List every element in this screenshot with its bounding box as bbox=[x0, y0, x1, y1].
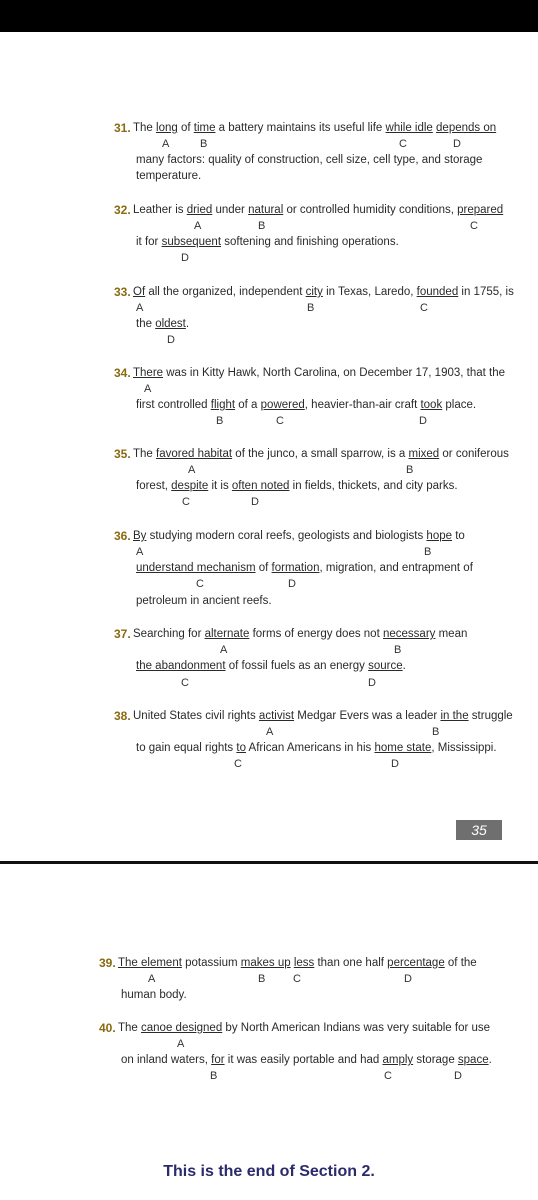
question-number: 31. bbox=[114, 121, 131, 135]
text-segment: on inland waters, bbox=[121, 1054, 212, 1066]
answer-letter-a[interactable]: A bbox=[177, 1038, 185, 1050]
underlined-option: subsequent bbox=[161, 236, 222, 248]
question-line bbox=[121, 988, 187, 1003]
answer-letter-b[interactable]: B bbox=[307, 302, 315, 314]
text-segment: in fields, thickets, and city parks. bbox=[289, 480, 458, 492]
text-segment: many factors: quality of construction, cell size, cell type, and storage bbox=[136, 154, 483, 166]
text-segment: of the bbox=[444, 957, 477, 969]
answer-letter-b[interactable]: B bbox=[258, 220, 266, 232]
text-segment: the bbox=[136, 318, 156, 330]
text-segment: Medgar Evers was a leader bbox=[294, 710, 441, 722]
answer-letter-a[interactable]: A bbox=[188, 464, 196, 476]
text-segment: in Texas, Laredo, bbox=[322, 286, 417, 298]
text-segment: was in Kitty Hawk, North Carolina, on December 17, 1903, that the bbox=[163, 367, 506, 379]
answer-letter-c[interactable]: C bbox=[234, 758, 242, 770]
text-segment: of the junco, a small sparrow, is a bbox=[232, 448, 409, 460]
answer-letter-d[interactable]: D bbox=[453, 138, 461, 150]
answer-letter-c[interactable]: C bbox=[276, 415, 284, 427]
answer-letter-b[interactable]: B bbox=[200, 138, 208, 150]
answer-letter-a[interactable]: A bbox=[266, 726, 274, 738]
question-number: 37. bbox=[114, 627, 131, 641]
underlined-option: to bbox=[236, 742, 246, 754]
text-segment: , heavier-than-air craft bbox=[304, 399, 421, 411]
answer-letter-a[interactable]: A bbox=[144, 383, 152, 395]
answer-letter-a[interactable]: A bbox=[162, 138, 170, 150]
underlined-option: The element bbox=[118, 957, 182, 969]
question-number: 39. bbox=[99, 956, 116, 970]
text-segment: studying modern coral reefs, geologists and biologists bbox=[146, 530, 427, 542]
underlined-option: despite bbox=[171, 480, 209, 492]
text-segment: mean bbox=[435, 628, 468, 640]
underlined-option: source bbox=[368, 660, 403, 672]
answer-letter-b[interactable]: B bbox=[258, 973, 266, 985]
text-segment: . bbox=[488, 1054, 492, 1066]
text-segment: or coniferous bbox=[439, 448, 509, 460]
text-segment: potassium bbox=[181, 957, 241, 969]
underlined-option: makes up bbox=[240, 957, 291, 969]
question-line bbox=[118, 1021, 490, 1036]
answer-letter-c[interactable]: C bbox=[470, 220, 478, 232]
text-segment: a battery maintains its useful life bbox=[215, 122, 386, 134]
underlined-option: while idle bbox=[385, 122, 433, 134]
answer-letter-c[interactable]: C bbox=[181, 677, 189, 689]
answer-letter-c[interactable]: C bbox=[293, 973, 301, 985]
section-end-note: This is the end of Section 2. bbox=[163, 1163, 375, 1180]
answer-letter-c[interactable]: C bbox=[399, 138, 407, 150]
text-segment: petroleum in ancient reefs. bbox=[136, 595, 272, 607]
text-segment: it for bbox=[136, 236, 162, 248]
underlined-option: in the bbox=[440, 710, 469, 722]
text-segment: by North American Indians was very suitable for use bbox=[222, 1022, 491, 1034]
question-line bbox=[136, 741, 497, 756]
underlined-option: took bbox=[420, 399, 443, 411]
answer-letter-b[interactable]: B bbox=[432, 726, 440, 738]
answer-letter-a[interactable]: A bbox=[148, 973, 156, 985]
text-segment: , Mississippi. bbox=[431, 742, 497, 754]
answer-letter-b[interactable]: B bbox=[424, 546, 432, 558]
underlined-option: less bbox=[293, 957, 315, 969]
text-segment: in 1755, is bbox=[458, 286, 514, 298]
text-segment: United States civil rights bbox=[133, 710, 259, 722]
question-line bbox=[133, 366, 505, 381]
text-segment: storage bbox=[413, 1054, 458, 1066]
underlined-option: natural bbox=[248, 204, 284, 216]
answer-letter-d[interactable]: D bbox=[181, 252, 189, 264]
text-segment: human body. bbox=[121, 989, 187, 1001]
underlined-option: necessary bbox=[382, 628, 436, 640]
text-segment: . bbox=[402, 660, 406, 672]
text-segment: The bbox=[118, 1022, 142, 1034]
status-bar bbox=[0, 0, 538, 32]
underlined-option: percentage bbox=[387, 957, 445, 969]
underlined-option: time bbox=[193, 122, 216, 134]
underlined-option: formation bbox=[271, 562, 320, 574]
underlined-option: the abandonment bbox=[136, 660, 226, 672]
text-segment: of bbox=[255, 562, 272, 574]
text-segment: Searching for bbox=[133, 628, 205, 640]
answer-letter-a[interactable]: A bbox=[136, 302, 144, 314]
answer-letter-b[interactable]: B bbox=[406, 464, 414, 476]
text-segment: of a bbox=[235, 399, 261, 411]
underlined-option: oldest bbox=[155, 318, 186, 330]
underlined-option: space bbox=[457, 1054, 489, 1066]
text-segment: than one half bbox=[314, 957, 388, 969]
answer-letter-d[interactable]: D bbox=[391, 758, 399, 770]
question-number: 33. bbox=[114, 285, 131, 299]
question-number: 40. bbox=[99, 1021, 116, 1035]
question-number: 36. bbox=[114, 529, 131, 543]
question-line bbox=[133, 709, 513, 724]
underlined-option: prepared bbox=[457, 204, 504, 216]
answer-letter-c[interactable]: C bbox=[182, 496, 190, 508]
text-segment: of bbox=[177, 122, 194, 134]
text-segment: to bbox=[452, 530, 465, 542]
question-number: 32. bbox=[114, 203, 131, 217]
question-number: 38. bbox=[114, 709, 131, 723]
text-segment: all the organized, independent bbox=[145, 286, 306, 298]
answer-letter-b[interactable]: B bbox=[394, 644, 402, 656]
underlined-option: for bbox=[211, 1054, 225, 1066]
question-line bbox=[136, 398, 476, 413]
text-segment: first controlled bbox=[136, 399, 211, 411]
answer-letter-d[interactable]: D bbox=[454, 1070, 462, 1082]
underlined-option: home state bbox=[374, 742, 432, 754]
question-line bbox=[118, 956, 477, 971]
text-segment: place. bbox=[442, 399, 477, 411]
question-line bbox=[133, 285, 514, 300]
underlined-option: depends on bbox=[436, 122, 497, 134]
text-segment: The bbox=[133, 448, 157, 460]
text-segment: African Americans in his bbox=[245, 742, 375, 754]
answer-letter-d[interactable]: D bbox=[251, 496, 259, 508]
answer-letter-a[interactable]: A bbox=[220, 644, 228, 656]
question-line bbox=[136, 561, 473, 576]
underlined-option: hope bbox=[426, 530, 453, 542]
underlined-option: understand mechanism bbox=[136, 562, 256, 574]
text-segment: struggle bbox=[468, 710, 513, 722]
underlined-option: flight bbox=[210, 399, 236, 411]
answer-letter-d[interactable]: D bbox=[368, 677, 376, 689]
text-segment: . bbox=[185, 318, 190, 330]
question-line bbox=[133, 529, 465, 544]
answer-letter-c[interactable]: C bbox=[384, 1070, 392, 1082]
text-segment: The bbox=[133, 122, 157, 134]
answer-letter-d[interactable]: D bbox=[167, 334, 175, 346]
underlined-option: long bbox=[156, 122, 178, 134]
question-line bbox=[121, 1053, 492, 1068]
text-segment: forms of energy does not bbox=[249, 628, 383, 640]
answer-letter-c[interactable]: C bbox=[196, 578, 204, 590]
question-line bbox=[136, 317, 189, 332]
text-segment: softening and finishing operations. bbox=[221, 236, 399, 248]
underlined-option: founded bbox=[416, 286, 459, 298]
underlined-option: Of bbox=[133, 286, 146, 298]
underlined-option: amply bbox=[382, 1054, 414, 1066]
underlined-option: powered bbox=[260, 399, 305, 411]
answer-letter-a[interactable]: A bbox=[194, 220, 202, 232]
answer-letter-d[interactable]: D bbox=[288, 578, 296, 590]
answer-letter-b[interactable]: B bbox=[216, 415, 224, 427]
underlined-option: activist bbox=[258, 710, 295, 722]
question-line bbox=[136, 594, 272, 609]
question-line bbox=[136, 479, 458, 494]
text-segment: under bbox=[212, 204, 249, 216]
answer-letter-d[interactable]: D bbox=[404, 973, 412, 985]
answer-letter-c[interactable]: C bbox=[420, 302, 428, 314]
underlined-option: mixed bbox=[408, 448, 440, 460]
answer-letter-b[interactable]: B bbox=[210, 1070, 218, 1082]
page-divider bbox=[0, 861, 538, 864]
question-number: 35. bbox=[114, 447, 131, 461]
question-line bbox=[133, 627, 467, 642]
underlined-option: city bbox=[305, 286, 323, 298]
question-line bbox=[133, 447, 509, 462]
text-segment: temperature. bbox=[136, 170, 202, 182]
question-line bbox=[136, 153, 482, 168]
underlined-option: dried bbox=[186, 204, 213, 216]
answer-letter-a[interactable]: A bbox=[136, 546, 144, 558]
text-segment: , migration, and entrapment of bbox=[319, 562, 473, 574]
text-segment: it was easily portable and had bbox=[224, 1054, 383, 1066]
question-line bbox=[136, 169, 201, 184]
answer-letter-d[interactable]: D bbox=[419, 415, 427, 427]
question-line bbox=[133, 121, 496, 136]
underlined-option: often noted bbox=[231, 480, 290, 492]
underlined-option: By bbox=[133, 530, 147, 542]
text-segment: forest, bbox=[136, 480, 172, 492]
page-number: 35 bbox=[456, 820, 502, 840]
question-number: 34. bbox=[114, 366, 131, 380]
text-segment: it is bbox=[208, 480, 232, 492]
underlined-option: canoe designed bbox=[141, 1022, 223, 1034]
text-segment: Leather is bbox=[133, 204, 187, 216]
question-line bbox=[133, 203, 503, 218]
underlined-option: favored habitat bbox=[156, 448, 233, 460]
underlined-option: There bbox=[133, 367, 164, 379]
text-segment: of fossil fuels as an energy bbox=[225, 660, 369, 672]
text-segment: or controlled humidity conditions, bbox=[283, 204, 458, 216]
underlined-option: alternate bbox=[204, 628, 250, 640]
text-segment: to gain equal rights bbox=[136, 742, 237, 754]
question-line bbox=[136, 659, 406, 674]
question-line bbox=[136, 235, 399, 250]
